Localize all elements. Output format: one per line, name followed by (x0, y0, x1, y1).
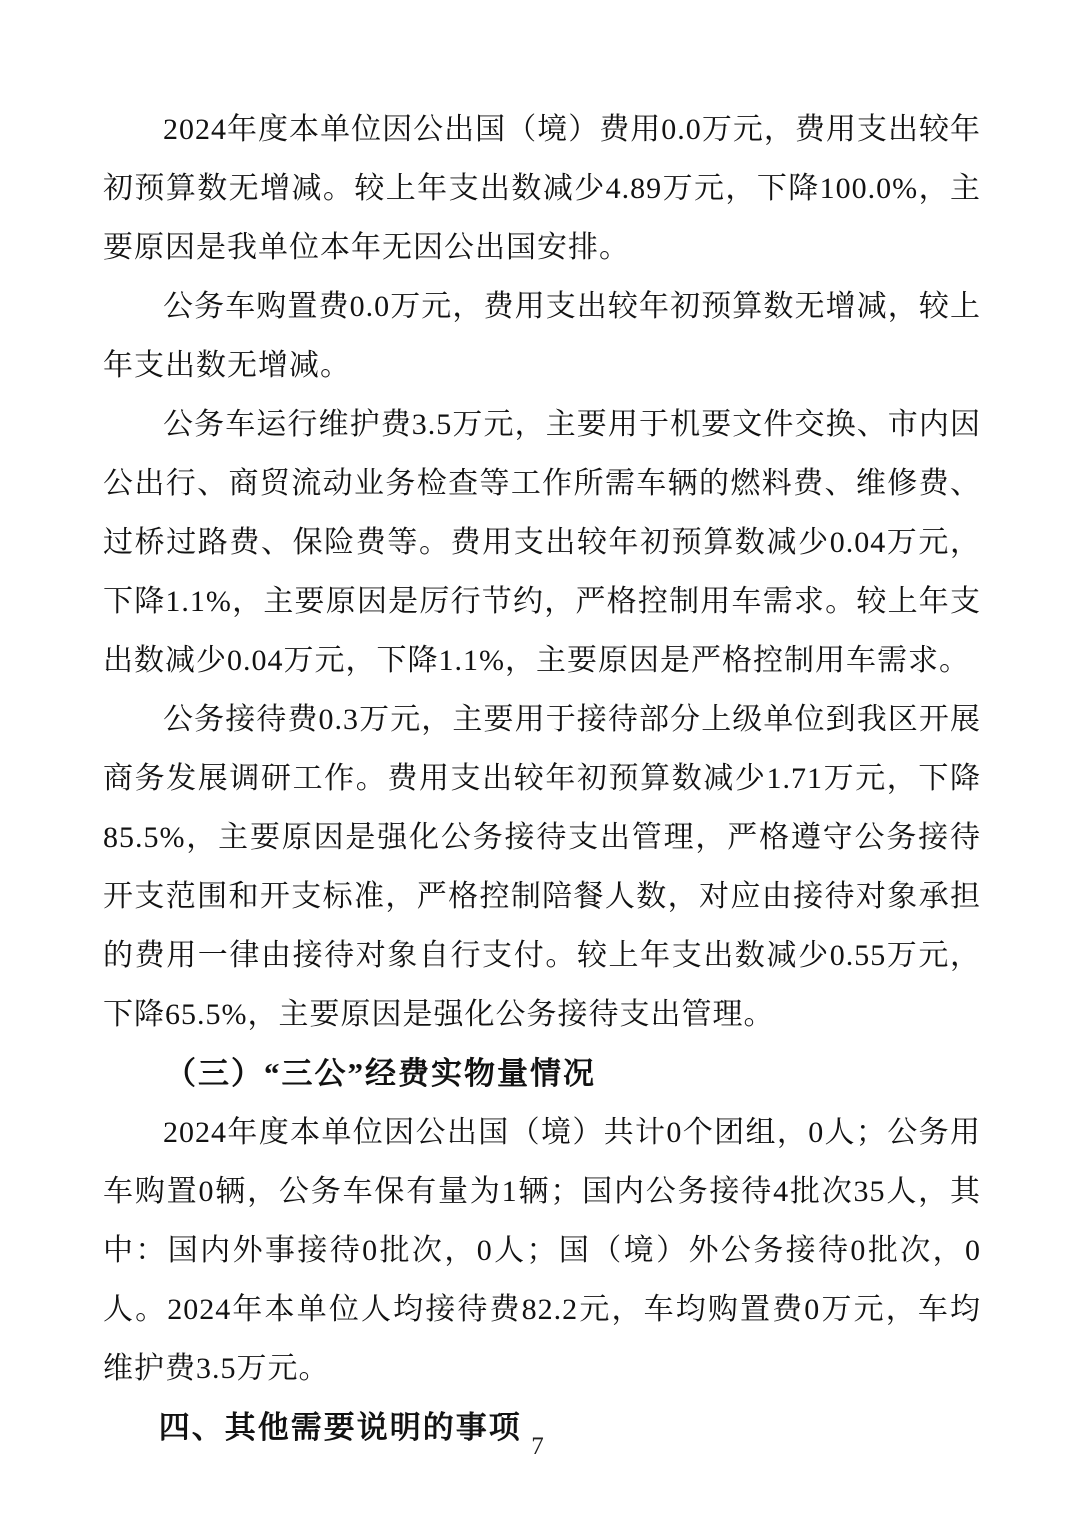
document-body (103, 100, 981, 1457)
page-number: 7 (531, 1433, 544, 1460)
section-heading-other-matters: 四、其他需要说明的事项 (158, 1410, 522, 1445)
paragraph-overseas-trip-expense: 2024年度本单位因公出国（境）费用0.0万元，费用支出较年初预算数无增减。较上年支出数减少4.89万元，下降100.0%，主要原因是我单位本年无因公出国安排。 (103, 113, 981, 264)
paragraph-vehicle-purchase-expense: 公务车购置费0.0万元，费用支出较年初预算数无增减，较上年支出数无增减。 (103, 290, 981, 382)
paragraph-physical-quantity: 2024年度本单位因公出国（境）共计0个团组，0人；公务用车购置0辆，公务车保有量为1辆；国内公务接待4批次35人，其中：国内外事接待0批次，0人；国（境）外公务接待0批次，0人。2024年本单位人均接待费82.2元，车均购置费0万元，车均维护费3.5万元。 (103, 1116, 981, 1385)
section-heading-three-public-physical-quantity: （三）“三公”经费实物量情况 (165, 1056, 596, 1091)
paragraph-vehicle-maintenance-expense: 公务车运行维护费3.5万元，主要用于机要文件交换、市内因公出行、商贸流动业务检查等工作所需车辆的燃料费、维修费、过桥过路费、保险费等。费用支出较年初预算数减少0.04万元，下降1.1%，主要原因是厉行节约，严格控制用车需求。较上年支出数减少0.04万元，下降1.1%，主要原因是严格控制用车需求。 (103, 408, 981, 677)
paragraph-official-reception-expense: 公务接待费0.3万元，主要用于接待部分上级单位到我区开展商务发展调研工作。费用支出较年初预算数减少1.71万元，下降85.5%，主要原因是强化公务接待支出管理，严格遵守公务接待开支范围和开支标准，严格控制陪餐人数，对应由接待对象承担的费用一律由接待对象自行支付。较上年支出数减少0.55万元，下降65.5%，主要原因是强化公务接待支出管理。 (103, 703, 981, 1031)
